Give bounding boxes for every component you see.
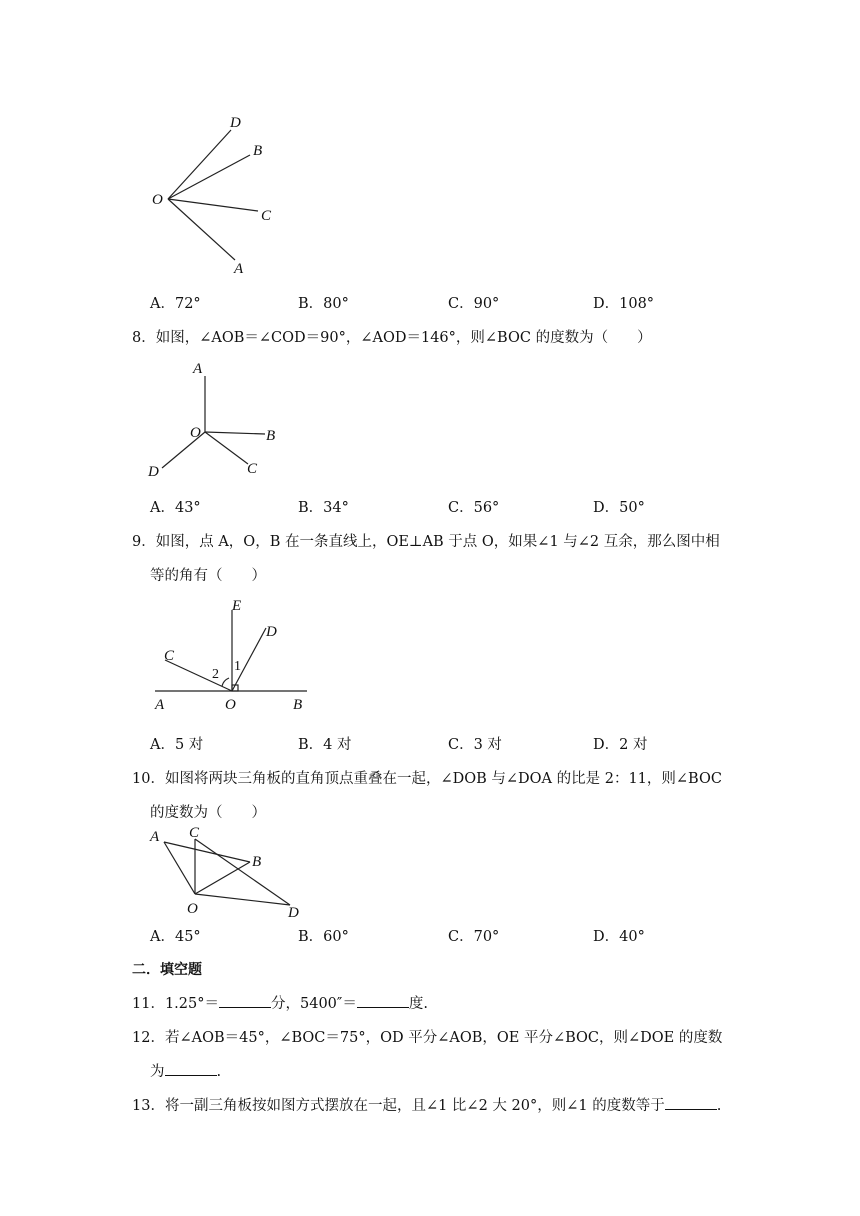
q7-label-b: B [253, 143, 263, 159]
q9-label-e: E [232, 598, 242, 614]
q9-option-a: A．5 对 [150, 737, 204, 753]
q10-stem-line1: 10．如图将两块三角板的直角顶点重叠在一起，∠DOB 与∠DOA 的比是 2：11，则∠BOC [132, 771, 722, 787]
q11 [132, 992, 428, 1013]
q9-label-o: O [225, 697, 236, 713]
q9-label-c: C [164, 648, 175, 664]
q8-label-c: C [247, 461, 258, 477]
q11-blank-1 [219, 993, 271, 1008]
q10-option-a: A．45° [150, 929, 201, 945]
q12-blank [165, 1061, 217, 1076]
q11-part2: 分，5400″＝ [271, 996, 357, 1012]
q9-angle-1-label: 1 [234, 659, 241, 674]
q13-blank [665, 1095, 717, 1110]
q12-suffix: . [216, 1064, 222, 1080]
section-title-fill-in: 二．填空题 [132, 962, 202, 978]
q9-label-d: D [266, 624, 277, 640]
q7-figure [145, 108, 285, 280]
q8-label-d: D [148, 464, 159, 480]
q10-label-o: O [187, 901, 198, 917]
q9-option-c: C．3 对 [448, 737, 502, 753]
q8-option-b: B．34° [298, 500, 349, 516]
q13 [132, 1094, 721, 1115]
q9-label-a: A [155, 697, 165, 713]
q7-label-d: D [230, 115, 241, 131]
q12-line2 [150, 1060, 221, 1081]
q7-label-a: A [234, 261, 244, 277]
q12-prefix: 为 [150, 1064, 165, 1080]
q13-suffix: . [716, 1098, 722, 1114]
q8-stem: 8．如图，∠AOB＝∠COD＝90°，∠AOD＝146°，则∠BOC 的度数为（ ） [132, 330, 652, 346]
q10-option-c: C．70° [448, 929, 500, 945]
q9-stem-line2: 等的角有（ ） [150, 568, 266, 584]
q10-label-c: C [189, 825, 200, 841]
q7-option-b: B．80° [298, 296, 349, 312]
q9-option-b: B．4 对 [298, 737, 352, 753]
q8-label-b: B [266, 428, 276, 444]
q10-label-a: A [150, 829, 160, 845]
q8-option-d: D．50° [593, 500, 645, 516]
q7-label-c: C [261, 208, 272, 224]
q10-option-d: D．40° [593, 929, 645, 945]
q11-blank-2 [357, 993, 409, 1008]
q8-figure [140, 356, 290, 480]
q10-stem-line2: 的度数为（ ） [150, 805, 266, 821]
q8-label-o: O [190, 425, 201, 441]
q9-stem-line1: 9．如图，点 A，O，B 在一条直线上，OE⊥AB 于点 O，如果∠1 与∠2 互余，那么图中相 [132, 534, 720, 550]
q8-option-a: A．43° [150, 500, 201, 516]
q9-angle-2-label: 2 [212, 667, 219, 682]
q10-figure [145, 822, 310, 918]
q8-label-a: A [193, 361, 203, 377]
q8-option-c: C．56° [448, 500, 500, 516]
q11-part1: 11．1.25°＝ [132, 996, 219, 1012]
q9-option-d: D．2 对 [593, 737, 648, 753]
q11-part3: 度. [408, 996, 428, 1012]
q10-label-d: D [288, 905, 299, 918]
q9-label-b: B [293, 697, 303, 713]
q7-label-o: O [152, 192, 163, 208]
q10-option-b: B．60° [298, 929, 349, 945]
q7-option-c: C．90° [448, 296, 500, 312]
q7-option-d: D．108° [593, 296, 655, 312]
q9-figure [145, 598, 320, 716]
q12-line1: 12．若∠AOB＝45°，∠BOC＝75°，OD 平分∠AOB，OE 平分∠BOC，则∠DOE 的度数 [132, 1030, 723, 1046]
q7-option-a: A．72° [150, 296, 201, 312]
q13-text: 13．将一副三角板按如图方式摆放在一起，且∠1 比∠2 大 20°，则∠1 的度数等于 [132, 1098, 665, 1114]
q10-label-b: B [252, 854, 262, 870]
